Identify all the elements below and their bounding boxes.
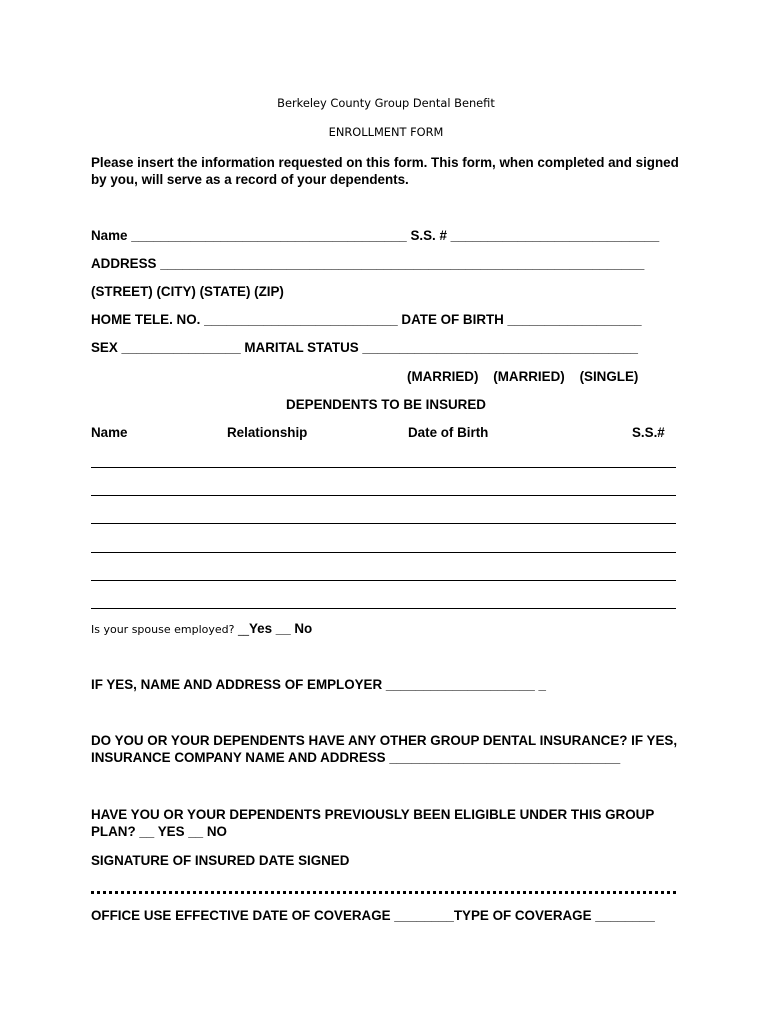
form-subtitle: ENROLLMENT FORM xyxy=(328,125,444,139)
dependent-row-line xyxy=(91,523,676,524)
col-relationship: Relationship xyxy=(227,425,308,440)
spouse-employed-line xyxy=(91,620,681,638)
spouse-answer: Yes __ No xyxy=(248,621,313,636)
employer-line: IF YES, NAME AND ADDRESS OF EMPLOYER ____________________ _ xyxy=(91,677,546,692)
col-date-of-birth: Date of Birth xyxy=(408,425,489,440)
dependent-row-line xyxy=(91,608,676,609)
dependents-column-headers xyxy=(91,424,681,441)
previous-eligibility-question: HAVE YOU OR YOUR DEPENDENTS PREVIOUSLY BEEN ELIGIBLE UNDER THIS GROUP PLAN? __ YES __ NO xyxy=(91,807,655,839)
sex-marital-line: SEX ________________ MARITAL STATUS _____________________________________ xyxy=(91,340,638,355)
dependent-row-line xyxy=(91,467,676,468)
intro-paragraph: Please insert the information requested on this form. This form, when completed and signed by you, will serve as a record of your dependents. xyxy=(91,155,679,187)
dependents-heading: DEPENDENTS TO BE INSURED xyxy=(286,397,486,412)
office-use-line: OFFICE USE EFFECTIVE DATE OF COVERAGE ________TYPE OF COVERAGE ________ xyxy=(91,908,655,923)
marital-options: (MARRIED) (MARRIED) (SINGLE) xyxy=(407,369,639,384)
address-line: ADDRESS _________________________________________________________________ xyxy=(91,256,645,271)
dotted-separator xyxy=(91,891,676,894)
signature-line: SIGNATURE OF INSURED DATE SIGNED xyxy=(91,853,350,868)
col-name: Name xyxy=(91,425,128,440)
col-ss: S.S.# xyxy=(632,425,665,440)
name-ss-line: Name _____________________________________ S.S. # ____________________________ xyxy=(91,228,660,243)
address-hint: (STREET) (CITY) (STATE) (ZIP) xyxy=(91,284,284,299)
spouse-question: Is your spouse employed? __ xyxy=(91,623,249,636)
dependent-row-line xyxy=(91,495,676,496)
form-title: Berkeley County Group Dental Benefit xyxy=(277,96,495,110)
phone-dob-line: HOME TELE. NO. __________________________ DATE OF BIRTH __________________ xyxy=(91,312,642,327)
dependent-row-line xyxy=(91,580,676,581)
other-insurance-question: DO YOU OR YOUR DEPENDENTS HAVE ANY OTHER GROUP DENTAL INSURANCE? IF YES, INSURANCE COMPANY NAME AND ADDRESS _______________________________ xyxy=(91,733,678,765)
dependent-row-line xyxy=(91,552,676,553)
